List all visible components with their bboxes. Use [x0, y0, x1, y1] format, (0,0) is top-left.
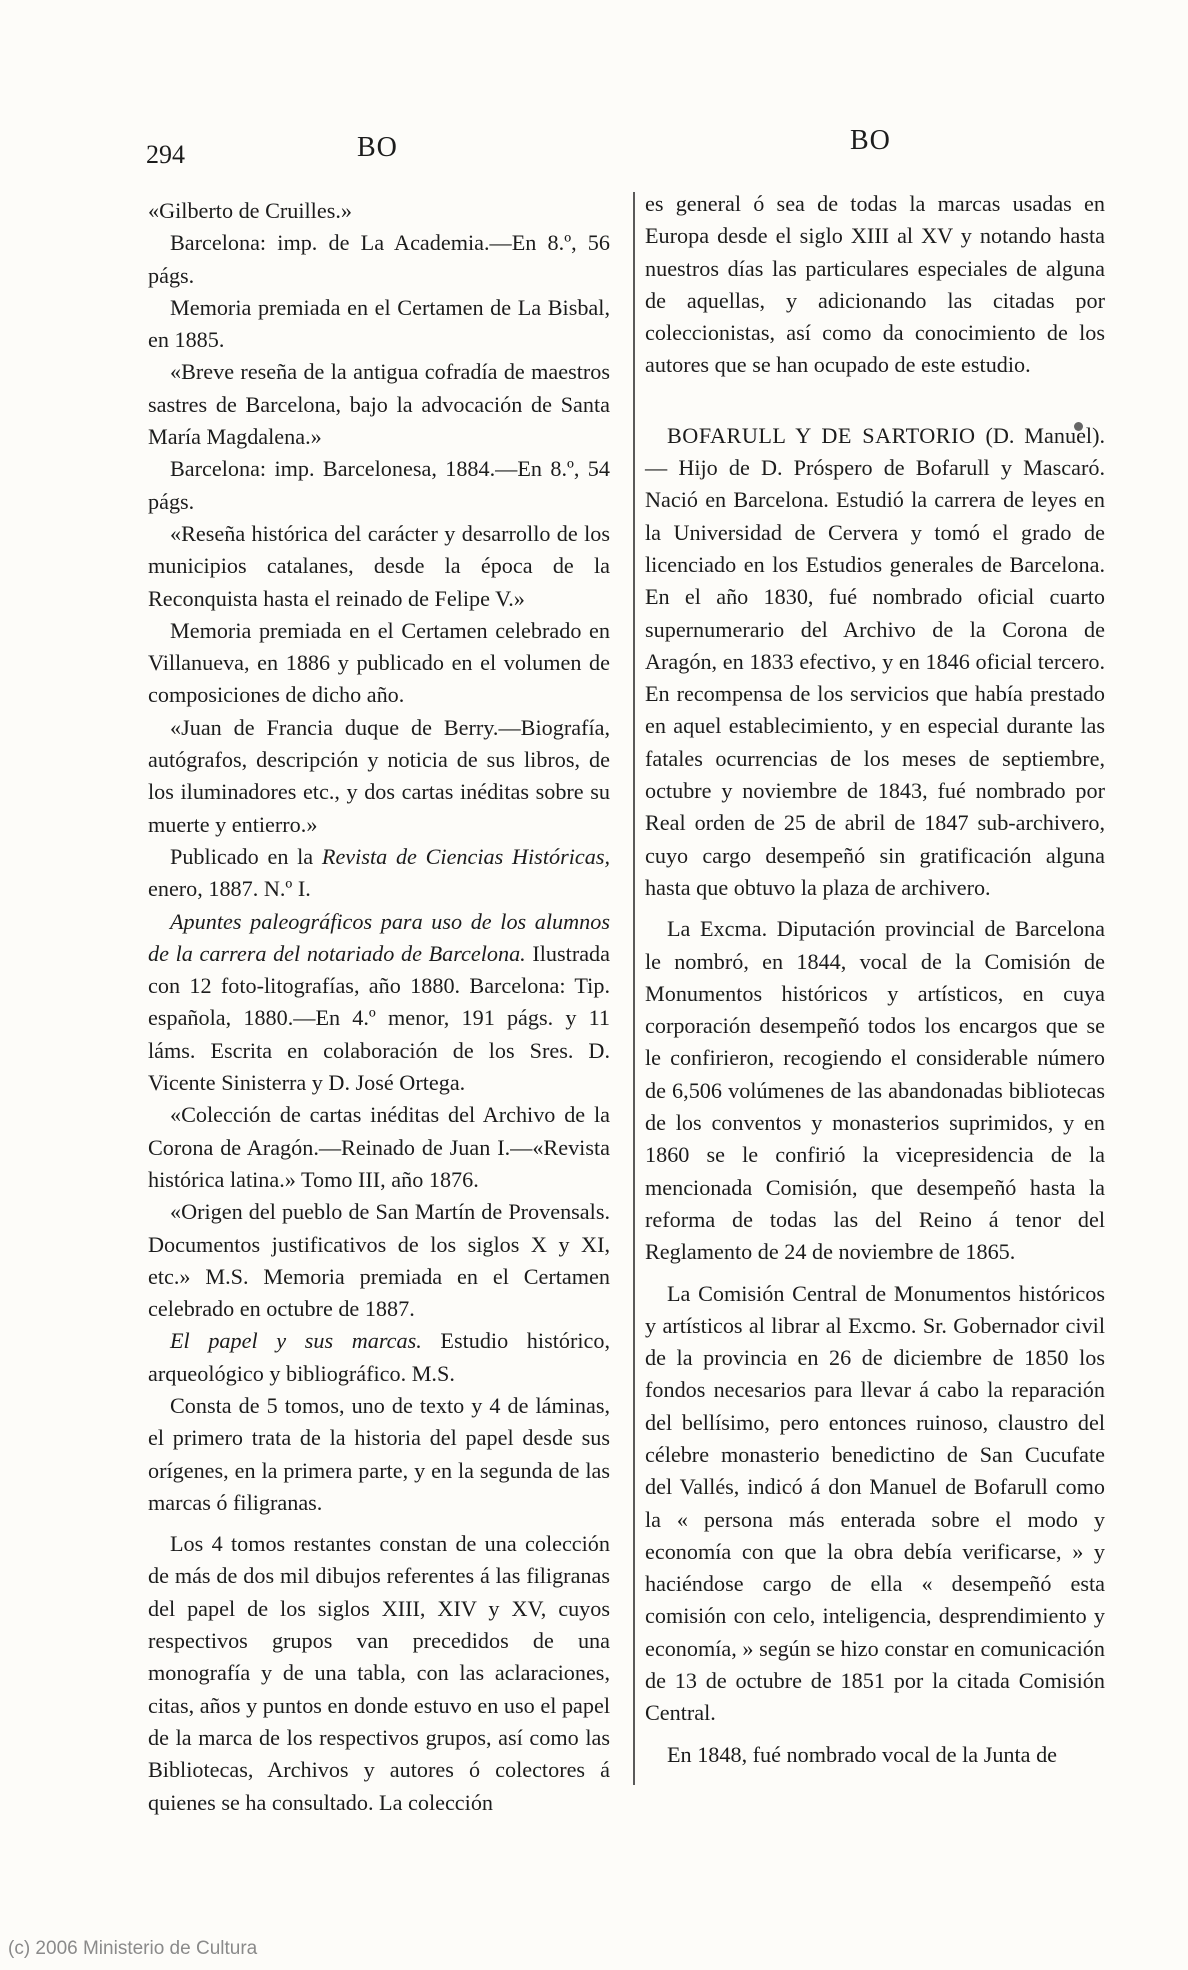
right-text-column [645, 188, 1105, 1771]
paragraph: Barcelona: imp. Barcelonesa, 1884.—En 8.º, 54 págs. [148, 456, 610, 514]
book-title: Apuntes paleográficos para uso de los alumnos de la carrera del notariado de Barcelona. [148, 908, 610, 966]
paragraph: En 1848, fué nombrado vocal de la Junta de [667, 1741, 1058, 1767]
running-head-left: BO [357, 132, 398, 163]
paragraph-text: Ilustrada con 12 foto-litografías, año 1880. Barcelona: Tip. española, 1880.—En 4.º menor, 191 págs. y 11 láms. Escrita en colaboración de los Sres. D. Vicente Sinisterra y D. José Ortega. [148, 940, 610, 1096]
left-text-column [148, 195, 610, 1819]
paragraph: «Gilberto de Cruilles.» [148, 198, 352, 223]
column-divider [633, 192, 635, 1785]
book-title: El papel y sus marcas. [170, 1328, 422, 1354]
paragraph: «Reseña histórica del carácter y desarrollo de los municipios catalanes, desde la época de la Reconquista hasta el reinado de Felipe V.» [148, 520, 610, 611]
paragraph: «Colección de cartas inéditas del Archivo de la Corona de Aragón.—Reinado de Juan I.—«Revista histórica latina.» Tomo III, año 1876. [148, 1102, 610, 1192]
paragraph [148, 841, 610, 906]
paragraph: Barcelona: imp. de La Academia.—En 8.º, 56 págs. [148, 230, 610, 288]
paragraph: La Excma. Diputación provincial de Barcelona le nombró, en 1844, vocal de la Comisión de Monumentos históricos y artísticos, en cuya corporación desempeñó todos los encargos que se le confirieron, recogiendo el considerable número de 6,506 volúmenes de las abandonadas bibliotecas de los conventos y monasterios suprimidos, y en 1860 se le confirió la vicepresidencia de la mencionada Comisión, que desempeñó hasta la reforma de todas las del Reino á tenor del Reglamento de 24 de noviembre de 1865. [645, 916, 1105, 1265]
paragraph-text: Publicado en la [170, 843, 314, 869]
copyright-watermark: (c) 2006 Ministerio de Cultura [8, 1938, 258, 1959]
paragraph: Memoria premiada en el Certamen celebrado en Villanueva, en 1886 y publicado en el volumen de composiciones de dicho año. [148, 617, 610, 708]
journal-title: Revista de Ciencias Históricas, [321, 843, 610, 869]
paragraph: «Juan de Francia duque de Berry.—Biografía, autógrafos, descripción y noticia de sus libros, de los iluminadores etc., y dos cartas inéditas sobre su muerte y entierro.» [148, 714, 610, 837]
page-number: 294 [146, 140, 185, 169]
paragraph: La Comisión Central de Monumentos históricos y artísticos al librar al Excmo. Sr. Gobernador civil de la provincia en 26 de diciembre de 1850 los fondos necesarios para llevar á cabo la reparación del bellísimo, pero entonces ruinoso, claustro del célebre monasterio benedictino de San Cucufate del Vallés, indicó á don Manuel de Bofarull como la « persona más enterada sobre el modo y economía con que la obra debía verificarse, » y haciéndose cargo de ella « desempeñó esta comisión con celo, inteligencia, desprendimiento y economía, » según se hizo constar en comunicación de 13 de octubre de 1851 por la citada Comisión Central. [645, 1280, 1105, 1726]
paragraph: Memoria premiada en el Certamen de La Bisbal, en 1885. [148, 294, 610, 353]
paragraph-text: (D. Manuel). — Hijo de D. Próspero de Bofarull y Mascaró. Nació en Barcelona. Estudió la carrera de leyes en la Universidad de Cervera y tomó el grado de licenciado en los Estudios generales de Barcelona. En el año 1830, fué nombrado oficial cuarto supernumerario del Archivo de la Corona de Aragón, en 1833 efectivo, y en 1846 oficial tercero. En recompensa de los servicios que había prestado en aquel establecimiento, y en especial durante las fatales ocurrencias de los meses de septiembre, octubre y noviembre de 1843, fué nombrado por Real orden de 25 de abril de 1847 sub-archivero, cuyo cargo desempeñó sin gratificación alguna hasta que obtuvo la plaza de archivero. [645, 422, 1106, 900]
paragraph [148, 1325, 610, 1390]
running-head-right: BO [850, 125, 891, 156]
entry-paragraph [645, 420, 1105, 904]
entry-heading: BOFARULL Y DE SARTORIO [667, 422, 976, 448]
paragraph: es general ó sea de todas la marcas usadas en Europa desde el siglo XIII al XV y notando hasta nuestros días las particulares especiales de alguna de aquellas, y adicionando las citadas por coleccionistas, así como da conocimiento de los autores que se han ocupado de este estudio. [645, 191, 1105, 378]
paragraph-text: Estudio histórico, arqueológico y bibliográfico. M.S. [148, 1328, 611, 1386]
paragraph: «Breve reseña de la antigua cofradía de maestros sastres de Barcelona, bajo la advocación de Santa María Magdalena.» [148, 359, 610, 450]
paragraph: Los 4 tomos restantes constan de una colección de más de dos mil dibujos referentes á las filigranas del papel de los siglos XIII, XIV y XV, cuyos respectivos grupos van precedidos de una monografía y de una tabla, con las aclaraciones, citas, años y puntos en donde estuvo en uso el papel de la marca de los respectivos grupos, así como las Bibliotecas, Archivos y autores ó colectores á quienes se ha consultado. La colección [148, 1531, 610, 1815]
paragraph: Consta de 5 tomos, uno de texto y 4 de láminas, el primero trata de la historia del papel desde sus orígenes, en la primera parte, y en la segunda de las marcas ó filigranas. [148, 1392, 610, 1515]
paragraph [148, 906, 610, 1100]
paragraph: «Origen del pueblo de San Martín de Provensals. Documentos justificativos de los siglos X y XI, etc.» M.S. Memoria premiada en el Certamen celebrado en octubre de 1887. [148, 1199, 610, 1322]
paragraph-text: enero, 1887. N.º I. [148, 876, 311, 902]
